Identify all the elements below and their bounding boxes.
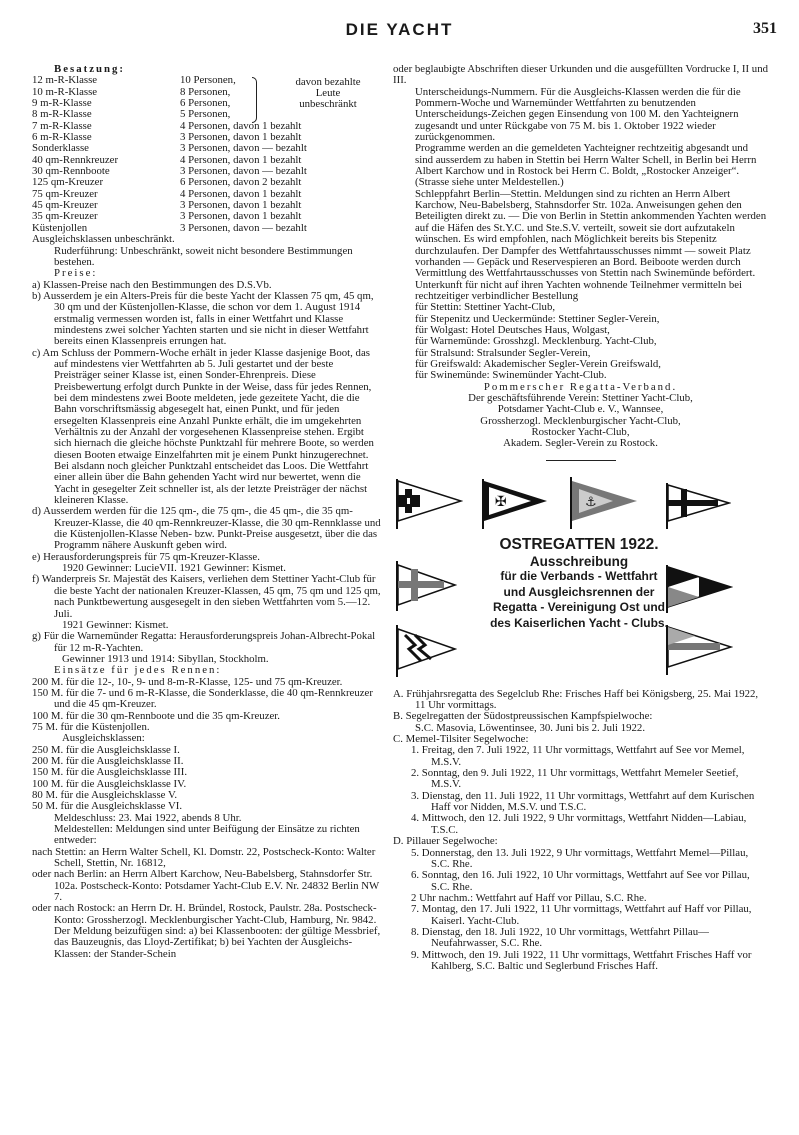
lodging-item: für Stettin: Stettiner Yacht-Club, — [415, 301, 556, 314]
regatta-c-item: 3. Dienstag, den 11. Juli 1922, 11 Uhr vormittags, Wettfahrt auf dem Kurischen Haff vor Nidden, M.S.V. und T.S.C. — [411, 789, 755, 814]
crew-count: 3 Personen, davon 1 bezahlt — [180, 131, 302, 144]
page-header — [0, 0, 799, 44]
lodging-intro: Unterkunft für nicht auf ihren Yachten wohnende Teilnehmer vermitteln bei rechtzeitiger verbindlicher Bestellung — [415, 278, 743, 302]
crew-row — [32, 223, 382, 234]
crew-class: 10 m-R-Klasse — [32, 85, 98, 98]
journal-title: DIE YACHT — [345, 20, 454, 39]
prize-g: g) Für die Warnemünder Regatta: Herausforderungspreis Johan-Albrecht-Pokal für 12 m-R-Yachten. — [32, 630, 376, 654]
flag-2-icon — [481, 479, 549, 529]
crew-brace — [252, 77, 257, 123]
fee-a3: 150 M. für die Ausgleichsklasse III. — [32, 766, 188, 779]
announcement-title: OSTREGATTEN 1922. — [499, 535, 659, 553]
fee-1: 200 M. für die 12-, 10-, 9- und 8-m-R-Klasse, 125- und 75 qm-Kreuzer. — [32, 675, 343, 688]
page-number: 351 — [753, 20, 777, 37]
lodging-item: für Swinemünde: Swinemünder Yacht-Club. — [415, 369, 607, 382]
prize-g-winners: Gewinner 1913 und 1914: Sibyllan, Stockholm. — [62, 652, 269, 665]
fee-a4: 100 M. für die Ausgleichsklasse IV. — [32, 777, 187, 790]
crew-count: 6 Personen, davon 2 bezahlt — [180, 176, 302, 189]
crew-brace-line-1: davon bezahlte — [295, 76, 361, 89]
lodging-item: für Greifswald: Akademischer Segler-Verein Greifswald, — [415, 357, 661, 370]
announcement-line-3: und Ausgleichsrennen der — [503, 584, 655, 599]
regatta-b-line: S.C. Masovia, Löwentinsee, 30. Juni bis 2. Juli 1922. — [415, 721, 646, 734]
crew-class: Küstenjollen — [32, 221, 88, 234]
crew-count: 4 Personen, davon 1 bezahlt — [180, 187, 302, 200]
programmes: Programme werden an die gemeldeten Yachteigner rechtzeitig abgesandt und sind ausserdem zu haben in Stettin bei Herrn Walter Schell, in Berlin bei Herrn Albert Karchow und in Rostock bei Herrn C. Boldt, „Rostocker Anzeiger“. (Strasse siehe unter Meldestellen.) — [415, 142, 757, 189]
crew-class: 9 m-R-Klasse — [32, 97, 92, 110]
entries-intro: Meldestellen: Meldungen sind unter Beifügung der Einsätze zu richten entweder: — [54, 823, 360, 847]
crew-brace-line-3: unbeschränkt — [299, 98, 357, 111]
regatta-d-heading: D. Pillauer Segelwoche: — [393, 835, 498, 848]
crew-class: 6 m-R-Klasse — [32, 131, 92, 144]
prize-f: f) Wanderpreis Sr. Majestät des Kaisers, verliehen dem Stettiner Yacht-Club für die beste Yacht der nationalen Kreuzer-Klassen, 45 qm, 75 qm und 125 qm, nach Punktbewertung ausgesegelt in den sieben Wettfahrten vom 5.—12. Juli. — [32, 573, 381, 620]
entry-deadline: Meldeschluss: 23. Mai 1922, abends 8 Uhr. — [54, 811, 242, 824]
lodging-item: für Warnemünde: Grosshzgl. Mecklenburg. Yacht-Club, — [415, 335, 657, 348]
section-divider — [546, 460, 616, 461]
flag-3-icon — [569, 477, 639, 529]
association-members — [393, 393, 768, 450]
fee-3: 100 M. für die 30 qm-Rennboote und die 35 qm-Kreuzer. — [32, 709, 280, 722]
crew-count: 5 Personen, — [180, 108, 231, 121]
crew-count: 3 Personen, davon — bezahlt — [180, 142, 307, 155]
crew-count: 8 Personen, — [180, 85, 231, 98]
crew-class: 8 m-R-Klasse — [32, 108, 92, 121]
flag-4-icon — [665, 483, 731, 529]
prize-e: e) Herausforderungspreis für 75 qm-Kreuzer-Klasse. — [32, 550, 260, 563]
association-member: Potsdamer Yacht-Club e. V., Wannsee, — [497, 403, 664, 416]
flag-8-icon — [665, 625, 733, 675]
steering-rule: Ruderführung: Unbeschränkt, soweit nicht besondere Bestimmungen bestehen. — [54, 244, 353, 268]
regatta-d-item: 9. Mittwoch, den 19. Juli 1922, 11 Uhr vormittags, Wettfahrt Frisches Haff vor Kahlberg, S.C. Baltic und Seglerbund Frisches Haff. — [411, 948, 752, 972]
tow-berlin-stettin: Schleppfahrt Berlin—Stettin. Meldungen sind zu richten an Herrn Albert Karchow, Neu-Babelsberg, Stahnsdorfer Str. 102a. Anweisungen gehen den Beteiligten direkt zu. — Die von Berlin in Stettin ankommenden Yachten werden auf die Häfen des St.Y.C. und Ste.S.V. verteilt, soweit sie dort aufzutakeln wünschen. Es wird empfohlen, nach Möglichkeit bereits bis Stepenitz durchzulaufen. Der Dampfer des Wettfahrtausschusses nimmt — soweit Platz vorhanden — Gepäck und Reservespieren an Bord. Beiboote werden durch Vermittlung des Wettfahrtausschusses von Stettin nach Swinemünde befördert. — [415, 187, 767, 280]
crew-heading: Besatzung: — [54, 63, 125, 75]
prize-d: d) Ausserdem werden für die 125 qm-, die 75 qm-, die 45 qm-, die 35 qm-Kreuzer-Klasse, die 40 qm-Rennkreuzer-Klasse, die 30 qm-Rennklasse und die Küstenjollen-Klasse Neben- bzw. Punkt-Preise ausgesetzt, über die das Programm nähere Auskunft geben wird. — [32, 505, 381, 552]
crew-count: 3 Personen, davon 1 bezahlt — [180, 210, 302, 223]
flag-1-icon — [395, 479, 463, 529]
fee-a6: 50 M. für die Ausgleichsklasse VI. — [32, 800, 183, 813]
svg-text:✠: ✠ — [495, 493, 507, 510]
association-member: Rostocker Yacht-Club, — [531, 426, 630, 438]
ostregatten-announcement — [393, 477, 765, 683]
fee-a2: 200 M. für die Ausgleichsklasse II. — [32, 754, 184, 767]
prize-e-winners: 1920 Gewinner: LucieVII. 1921 Gewinner: Kismet. — [62, 562, 286, 575]
crew-count: 6 Personen, — [180, 97, 231, 110]
crew-class: 45 qm-Kreuzer — [32, 199, 98, 212]
lodging-item: für Wolgast: Hotel Deutsches Haus, Wolgast, — [415, 323, 610, 336]
regatta-c-heading: C. Memel-Tilsiter Segelwoche: — [393, 733, 529, 746]
fee-2: 150 M. für die 7- und 6 m-R-Klasse, die Sonderklasse, die 40 qm-Rennkreuzer und die 45 qm-Kreuzer. — [32, 686, 373, 711]
crew-count: 3 Personen, davon 1 bezahlt — [180, 199, 302, 212]
regatta-c-item: 1. Freitag, den 7. Juli 1922, 11 Uhr vormittags, Wettfahrt auf See vor Memel, M.S.V. — [411, 744, 745, 768]
svg-text:⚓: ⚓ — [585, 494, 597, 510]
regatta-d-item: 6. Sonntag, den 16. Juli 1922, 10 Uhr vormittags, Wettfahrt auf See vor Pillau, S.C. Rhe. — [411, 869, 750, 893]
prize-c: c) Am Schluss der Pommern-Woche erhält in jeder Klasse dasjenige Boot, das auf mindestens vier Wettfahrten ab 5. Juli gestartet und der beste Preisträger seiner Klasse ist, einen Sonder-Ehrenpreis. Diese Preisbewertung erfolgt durch Punkte in der Weise, dass für jedes Rennen, bei dem mindestens zwei Boote meldeten, jede gezeitete Yacht, die die Bahn vorschriftsmässig abgesegelt hat, einen Punkt, und für jeden ersegelten Klassenpreis eine Anzahl Punkte erhält, die im umgekehrten Verhältnis zu der Anzahl der vorgesehenen Klassenpreise stehen. Ergibt sich hiernach die gleiche höchste Punktzahl für mehrere Boote, so werden diesen Booten etwaige Einzelfahrten mit je einem Punkt hinzugerechnet. Bei alsdann noch gleicher Punktzahl entscheidet das Loos. Die Wettfahrt einer allein über die Bahn gehenden Yacht wird nur bewertet, wenn die Yacht in gesegelter Zeit schneller ist, als der letzte Preisträger der nächst kleineren Klasse. — [32, 346, 374, 507]
right-column — [393, 64, 768, 972]
fee-a1: 250 M. für die Ausgleichsklasse I. — [32, 743, 180, 756]
distinction-numbers: Unterscheidungs-Nummern. Für die Ausgleichs-Klassen werden die für die Pommern-Woche und Warnemünder Wettfahrten zu benutzenden Unterscheidungs-Zeichen gegen Einsendung von 100 M. den Yachteignern zugesandt und unter Rückgabe von 75 M. bis 1. Oktober 1922 wieder zurückgenommen. — [415, 85, 741, 144]
crew-class: Sonderklasse — [32, 142, 89, 155]
entries-rostock: oder nach Rostock: an Herrn Dr. H. Bründel, Rostock, Paulstr. 28a. Postscheck-Konto: Grossherzogl. Mecklenburgischer Yacht-Club, Hamburg, Nr. 9842. — [32, 902, 377, 926]
entries-stettin: nach Stettin: an Herrn Walter Schell, Kl. Domstr. 22, Postscheck-Konto: Walter Schell, Stettin, Nr. 16812, — [32, 845, 376, 870]
crew-brace-note — [278, 77, 378, 110]
announcement-line-4: Regatta - Vereinigung Ost und — [492, 600, 665, 615]
regatta-d-item: 5. Donnerstag, den 13. Juli 1922, 9 Uhr vormittags, Wettfahrt Memel—Pillau, S.C. Rhe. — [411, 846, 749, 870]
fee-4: 75 M. für die Küstenjollen. — [32, 720, 150, 733]
crew-class: 12 m-R-Klasse — [32, 74, 98, 87]
association-member: Der geschäftsführende Verein: Stettiner Yacht-Club, — [468, 391, 693, 404]
fees-heading: Einsätze für jedes Rennen: — [54, 664, 222, 677]
crew-table — [32, 75, 382, 234]
crew-footer: Ausgleichsklassen unbeschränkt. — [32, 233, 175, 246]
left-column — [32, 64, 382, 960]
flag-7-icon — [395, 625, 457, 677]
fee-subheading: Ausgleichsklassen: — [62, 732, 145, 745]
announcement-line-5: des Kaiserlichen Yacht - Clubs. — [490, 615, 668, 630]
crew-class: 125 qm-Kreuzer — [32, 176, 104, 189]
crew-class: 40 qm-Rennkreuzer — [32, 153, 119, 166]
regatta-d-item: 2 Uhr nachm.: Wettfahrt auf Haff vor Pillau, S.C. Rhe. — [411, 891, 647, 904]
prizes-heading: Preise: — [54, 267, 98, 280]
crew-class: 30 qm-Rennboote — [32, 165, 110, 178]
prize-a: a) Klassen-Preise nach den Bestimmungen des D.S.Vb. — [32, 278, 272, 291]
entries-documents: Der Meldung beizufügen sind: a) bei Klassenbooten: der gültige Messbrief, das Bauzeugnis, das Lloyd-Zertifikat; b) bei Yachten der Ausgleichs-Klassen: der Stander-Schein — [54, 925, 381, 960]
announcement-text — [457, 535, 701, 632]
lodging-list — [393, 302, 768, 381]
prize-b: b) Ausserdem je ein Alters-Preis für die beste Yacht der Klassen 75 qm, 45 qm, 30 qm und der Küstenjollen-Klasse, die schon vor dem 1. August 1914 erstmalig vermessen worden ist, falls in einer Wettfahrt und Klasse mindestens zwei solcher Yachten starten und sie nicht in dieser Wettfahrt bereits einen Klassenpreis errungen hat. — [32, 289, 374, 348]
regatta-c-items — [393, 745, 768, 836]
regatta-b-heading: B. Segelregatten der Südostpreussischen Kampfspielwoche: — [393, 710, 653, 723]
crew-class: 75 qm-Kreuzer — [32, 187, 98, 200]
crew-count: 3 Personen, davon — bezahlt — [180, 165, 307, 178]
regatta-c-item: 4. Mittwoch, den 12. Juli 1922, 9 Uhr vormittags, Wettfahrt Nidden—Labiau, T.S.C. — [411, 812, 747, 836]
crew-count: 4 Personen, davon 1 bezahlt — [180, 153, 302, 166]
regatta-d-item: 7. Montag, den 17. Juli 1922, 11 Uhr vormittags, Wettfahrt auf Haff vor Pillau, Kaiserl. Yacht-Club. — [411, 903, 752, 927]
lodging-item: für Stralsund: Stralsunder Segler-Verein, — [415, 346, 591, 359]
documents-continued: oder beglaubigte Abschriften dieser Urkunden und die ausgefüllten Vordrucke I, II und III. — [393, 63, 768, 87]
crew-brace-line-2: Leute — [315, 87, 341, 100]
prize-f-winner: 1921 Gewinner: Kismet. — [62, 618, 169, 631]
crew-count: 4 Personen, davon 1 bezahlt — [180, 119, 302, 132]
regatta-d-items — [393, 848, 768, 973]
association-member: Grossherzogl. Mecklenburgischer Yacht-Club, — [480, 414, 681, 427]
crew-class: 7 m-R-Klasse — [32, 119, 92, 132]
lodging-item: für Stepenitz und Ueckermünde: Stettiner Segler-Verein, — [415, 312, 660, 325]
regatta-c-item: 2. Sonntag, den 9. Juli 1922, 11 Uhr vormittags, Wettfahrt Memeler Seetief, M.S.V. — [411, 767, 739, 791]
entries-berlin: oder nach Berlin: an Herrn Albert Karchow, Neu-Babelsberg, Stahnsdorfer Str. 102a. Postscheck-Konto: Potsdamer Yacht-Club E.V. Nr. 24832 Berlin NW 7. — [32, 868, 379, 904]
crew-count: 3 Personen, davon — bezahlt — [180, 221, 307, 234]
association-title: Pommerscher Regatta-Verband. — [483, 380, 678, 393]
fee-a5: 80 M. für die Ausgleichsklasse V. — [32, 789, 178, 801]
crew-class: 35 qm-Kreuzer — [32, 210, 98, 223]
regatta-d-item: 8. Dienstag, den 18. Juli 1922, 10 Uhr vormittags, Wettfahrt Pillau—Neufahrwasser, S.C. Rhe. — [411, 925, 709, 950]
announcement-line-2: für die Verbands - Wettfahrt — [500, 569, 658, 584]
association-member: Akadem. Segler-Verein zu Rostock. — [503, 437, 658, 450]
announcement-line-1: Ausschreibung — [529, 554, 629, 570]
regatta-a: A. Frühjahrsregatta des Segelclub Rhe: Frisches Haff bei Königsberg, 25. Mai 1922, 11 Uhr vormittags. — [393, 687, 759, 712]
crew-count: 10 Personen, — [180, 74, 236, 87]
flag-5-icon — [395, 561, 457, 611]
